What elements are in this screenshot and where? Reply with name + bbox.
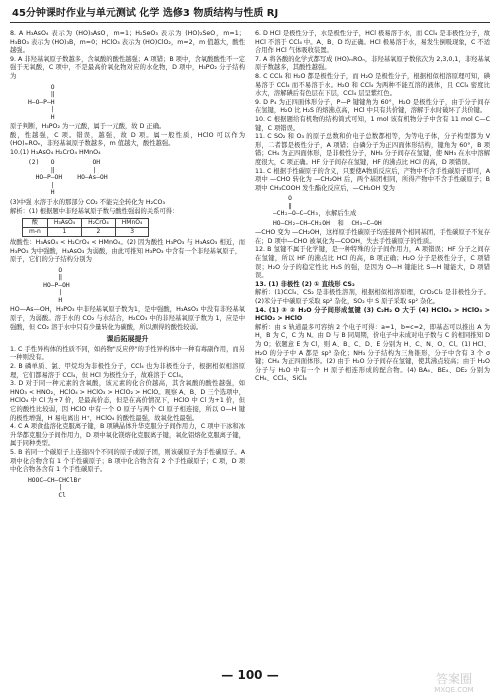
answer-10-e: 原子，它们的分子结构分别为	[10, 256, 92, 264]
structure-r11-2: HO—CH₂—CH—CH₂OH 和 CH₃—C—OH	[273, 219, 382, 227]
structure-q5: HOOC—CH—CHClBr | Cl	[28, 476, 82, 499]
structure-r11-1: O ‖ —CH₂—O—C—CH₃，水解后生成	[273, 195, 357, 218]
answer-10-a: 10.(1) H₃AsO₄ H₂CrO₄ HMnO₄	[10, 148, 101, 156]
table-row: m-n 1 2 3	[23, 228, 149, 237]
section-title: 课后拓展提升	[106, 335, 149, 344]
watermark-icon	[416, 670, 492, 694]
table-row: 酸 H₃AsO₄ H₂CrO₄ HMnO₄	[23, 219, 149, 228]
answer-r11-c: —CHO 变为 —CH₂OH，这样原手性碳原子均连接两个相同基团，手性碳原子不复存在；D 项中—CHO 被氧化为—COOH，失去手性碳原子的性质。	[255, 229, 490, 245]
answer-9-c: 酸，性越强，C 项。错误，越强，故 D 项。属一般性质，HClO 可以作为(HO)ₘROₙ，非羟基氧原子数越多，m 值越大，酸性越强。	[10, 131, 245, 148]
answer-1: 1. C 手性异构体的性质不同，如药物"反应停"的手性异构体中一种有毒副作用，而另一种则没有。	[10, 345, 245, 362]
svg-text:MXQE.COM: MXQE.COM	[434, 686, 474, 694]
answer-r6: 6. D HCl 是极性分子，水是极性分子，HCl 极易溶于水，而 CCl₄ 是非极性分子，故 HCl 不溶于 CCl₄ 中。A、B、D 均正确。HCl 极易溶于水，易发生倒吸现象，C 不适合用作 HCl 气体吸收装置。	[255, 30, 490, 55]
answer-8: 8. A H₃AsO₄ 表示为 (HO)₃AsO，m=1；H₂SeO₃ 表示为 (HO)₂SeO，m=1；H₃BO₃ 表示为 (HO)₃B，m=0；HClO₃ 表示为 (HO)ClO₂，m=2，m 值越大，酸性越强。	[10, 30, 245, 55]
answer-4: 4. C A 项食盐溶化克服离子键，B 项碘晶体升华克服分子间作用力，C 项中干冰和冰升华都克服分子间作用力，D 项中氧化镁熔化克服离子键，氧化铝熔化克服离子键，属于同种类型。	[10, 423, 245, 448]
structure-h3po3-b: O ‖ HO—P—OH | H	[43, 266, 70, 304]
answer-r14-jx: 解析：由 s 轨道最多可容纳 2 个电子可得：a=1，b=c=2，即基态可以推出 A 为 H，B 为 C，C 为 N。由 D 与 B 同周期，价电子中未成对电子数与 C 的相同推知 D 为 O；依题意 E 为 Cl，则 A、B、C、D、E 分别为 H、C、N、O、Cl。(1) HCl、H₂O 的分子中 A 都是 sp³ 杂化；NH₃ 分子结构为三角锥形，分子中含有 3 个 σ 键；CH₄ 为正四面体形。(2) 由于 H₂O 分子间存在氢键，使其沸点较高；由于 H₂O 分子与 H₂O 中有一个 H 原子相连形成的配合物。(4) BA₄、BE₄、DE₂ 分别为 CH₄、CCl₄、SiCl₄	[255, 323, 490, 383]
answer-r9: 9. D P₄ 为正四面体形分子，P—P 键键角为 60°，H₂O 是极性分子，由于分子间存在氢键，H₂O 比 H₂S 的熔沸点高，HCl 中只有共价键，溶解于水时破坏了共价键。	[255, 98, 490, 115]
answer-2: 2. B 磷单质、氯、甲烷均为非极性分子，CCl₄ 也为非极性分子，根据相似相溶原理，它们都易溶于 CCl₄，但 HCl 为极性分子，故难溶于 CCl₄。	[10, 362, 245, 379]
right-column	[255, 30, 490, 662]
header-rule	[10, 22, 490, 23]
answer-r14: 14. (1) ③ ② H₂O 分子间形成氢键 (3) C₂H₂ O 大于 (4) HClO₄ > HClO₃ > HClO₂ > HClO	[255, 306, 490, 323]
answer-10-f: HO—As—OH，H₃PO₃ 中非羟基氧原子数为1，是中强酸，H₃AsO₃ 中没有非羟基氧原子，为弱酸。溶于水的 CO₂ 与水结合，H₂CO₃ 中的非羟基氧原子数为 1，应是中强酸，但 CO₂ 溶于水中只有少量转化为碳酸，所以测得的酸性较弱。	[10, 306, 245, 331]
running-header: 45分钟课时作业与单元测试 化学 选修3 物质结构与性质 RJ	[12, 8, 279, 19]
answer-r13: 13. (1) 非极性 (2) ① 直线形 CS₂	[255, 280, 355, 288]
watermark-logo	[416, 670, 492, 694]
left-column	[10, 30, 245, 662]
acid-table	[22, 218, 149, 237]
answer-r10: 10. C 根据题给有机物的结构简式可知，1 mol 该有机物分子中含有 11 mol C—C 键，C 项错误。	[255, 115, 490, 132]
answer-r11-b: 11. C 根据手性碳原子的含义，只要使A物质反应后，产物中不含手性碳原子即可，A 项中 —CHO 转化为 —CH₂OH 后，两个基团相同，所得产物中不含手性碳原子；B 项中 CH₃COOH 发生酯化反应后，—CH₂OH 变为	[255, 167, 490, 192]
answer-3: 3. D 对于同一种元素的含氧酸，该元素的化合价越高，其含氧酸的酸性越强，如 HNO₃ < HNO₂，HClO₄ > HClO₃ > HClO₂ > HClO。观察 A、B、D 三个选项中，HClO₄ 中 Cl 为+7 价，是最高价态，但是在高价情况下，HClO 中 Cl 为+1 价，但它的酸性比较弱，因 HClO 中有一个 O 原子与两个 Cl 原子相连接，所以 O—H 键的极性增强，H 易电离出 H⁺，HClO₄ 的酸性最强，故氧化性最强。	[10, 380, 245, 422]
answer-10-c: 解析：(1) 根据题中非羟基氧原子数与酸性强弱的关系可得：	[10, 207, 179, 215]
answer-10-b: (3)中强 水溶于水的那部分 CO₂ 不能完全转化为 H₂CO₃	[10, 198, 165, 206]
page-body	[10, 30, 490, 662]
answer-r12: 12. B 氢键不属于化学键，是一种特殊的分子间作用力，A 项错误；HF 分子之间存在氢键，所以 HF 的沸点比 HCl 的高，B 项正确；H₂O 分子是极性分子，C 项错误；H₂O 分子的稳定性比 H₂S 的强，是因为 O—H 键能比 S—H 键能大，D 项错误。	[255, 246, 490, 280]
answer-r11-a: 11. C SO₂ 和 O₃ 的原子总数和价电子总数都相等，为等电子体，分子构型都为 V 形，二者都是极性分子，A 项错；白磷分子为正四面体形结构，键角为 60°，B 项错；CH₄ 为正四面体形，是非极性分子，NH₃ 分子间存在氢键，使 NH₃ 在水中溶解度很大，C 项正确。HF 分子间存在氢键，HF 的沸点比 HCl 的高，D 项错误。	[255, 133, 490, 166]
structure-h3po3: (2) O OH ‖ | HO—P—OH HO—As—OH | H	[28, 159, 108, 197]
answer-r13-jx: 解析：(1)CCl₄、CS₂ 是非极性溶剂，根据相似相溶原理，CrO₂Cl₂ 是非极性分子。(2)苯分子中碳原子采取 sp² 杂化，SO₂ 中 S 原子采取 sp² 杂化。	[255, 289, 490, 306]
structure-h3po2: O ‖ H—O—P—H | H	[28, 83, 55, 121]
answer-5: 5. B 若同一个碳原子上连接四个不同的原子或原子团，则该碳原子为手性碳原子。A 项中化合物含有 1 个手性碳原子；B 项中化合物含有 2 个手性碳原子；C 项，D 项中化合物各含有 1 个手性碳原子。	[10, 448, 245, 474]
page-number: — 100 —	[221, 668, 279, 682]
answer-9: 9. A 非羟基氧原子数越多，含氧酸的酸性越强；A 项错；B 项中，含氧酸酸性不一定强于无氧酸，C 项中，不是最高价氧化物对应的水化物，D 项中，H₃PO₂ 分子结构为	[10, 55, 245, 80]
answer-9-b: 原子判断，H₃PO₂ 为一元酸，属于一元酸，故 D 正确。	[10, 123, 166, 131]
answer-r7: 7. A 将各酸的化学式都写成 (HO)ₘROₙ，非羟基氧原子数依次为 2,3,0,1，非羟基氧原子数越多，其酸性越强。	[255, 55, 490, 72]
answer-10-d: 故酸性：H₃AsO₄ < H₂CrO₄ < HMnO₄。(2) 因为酸性 H₃PO₃ 与 H₃AsO₃ 相近，而 H₃PO₃ 为中强酸，H₃AsO₃ 为弱酸，由此可推知 H₃PO₃ 中含有一个非羟基氧原子，	[10, 239, 245, 255]
answer-r8: 8. C CCl₄ 和 H₂O 都是极性分子，而 H₂O 是极性分子，根据相似相溶原理可知，碘易溶于 CCl₄ 而不易溶于水。H₂O 和 CCl₄ 为两种不能互溶的液体，且 CCl₄ 密度比水大，溶解碘后有色层在下层，CCl₄ 层呈紫红色。	[255, 72, 490, 98]
svg-text:答案圈: 答案圈	[435, 672, 473, 686]
